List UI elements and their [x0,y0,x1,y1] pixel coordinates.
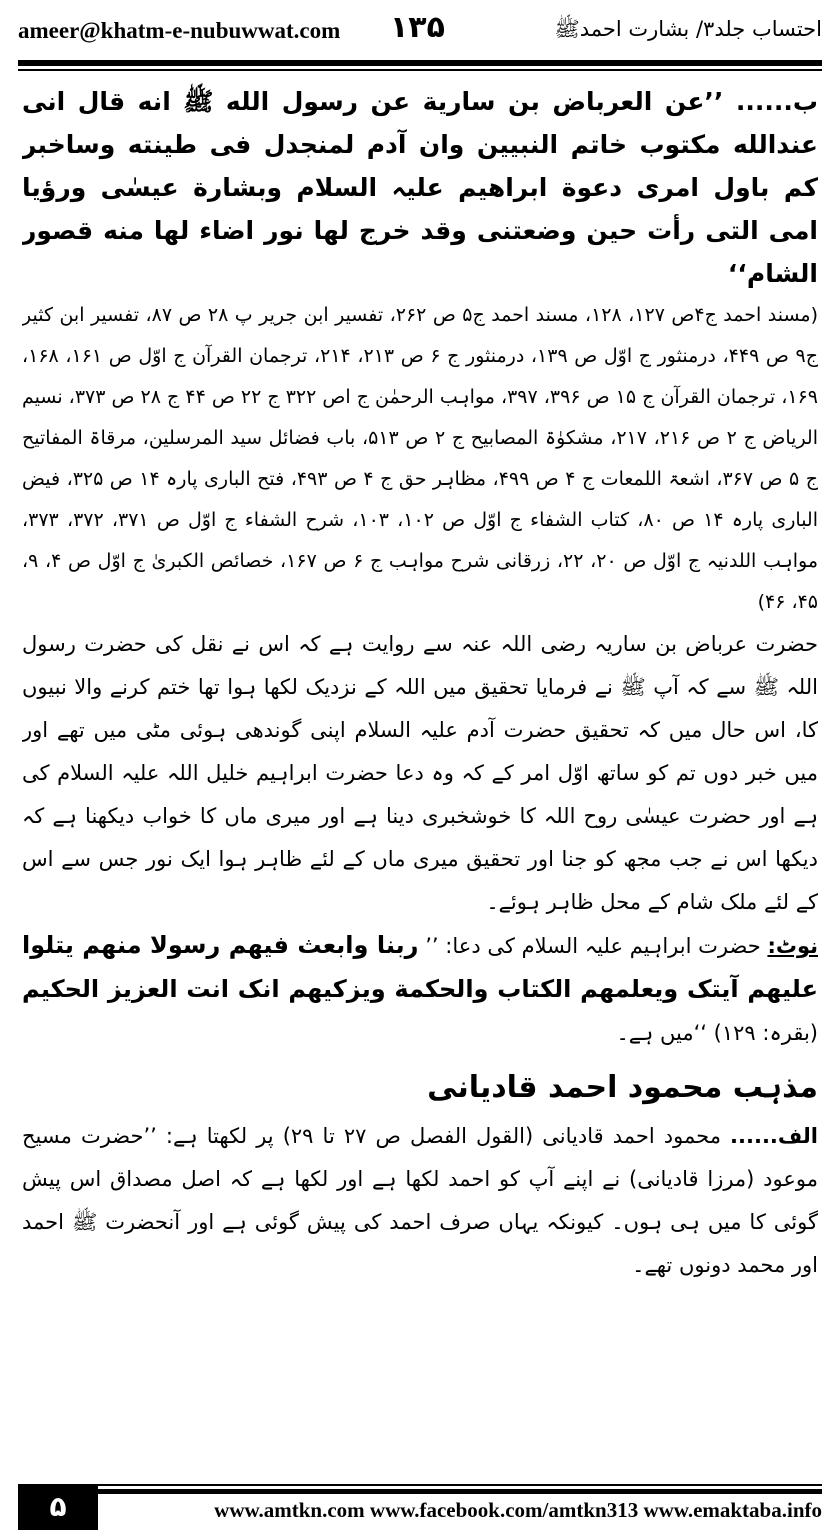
page-header [18,10,822,54]
footer-page-badge: ۵ [18,1484,98,1530]
footer-rule-thick [18,1489,822,1494]
note-tail: ‘‘میں ہے۔ [616,1021,707,1045]
note-citation: (بقرہ: ۱۲۹) [713,1021,818,1045]
note-paragraph [22,924,818,1055]
section-paragraph-text: محمود احمد قادیانی (القول الفصل ص ۲۷ تا ۲۹) پر لکھتا ہے: ’’حضرت مسیح موعود (مرزا قادیانی) نے اپنے آپ کو احمد لکھا ہے اور لکھا ہے کہ اصل مصداق اس پیش گوئی کا میں ہی ہوں۔ کیونکہ یہاں صرف احمد کی پیش گوئی ہے اور آنحضرت ﷺ احمد اور محمد دونوں تھے۔ [22,1124,818,1277]
section-paragraph [22,1115,818,1287]
note-label: نوٹ: [767,934,818,958]
footer-rule-thin [18,1484,822,1486]
header-page-number: ۱۳۵ [390,10,445,45]
urdu-translation-text: حضرت عرباض بن ساریہ رضی اللہ عنہ سے روایت ہے کہ اس نے نقل کی حضرت رسول اللہ ﷺ سے کہ آپ ﷺ نے فرمایا تحقیق میں اللہ کے نزدیک لکھا ہوا تھا ختم کرنے والا نبیوں کا، اس حال میں کہ تحقیق حضرت آدم علیہ السلام اپنی گوندھی ہوئی مٹی میں تھے اور میں خبر دوں تم کو ساتھ اوّل امر کے کہ وہ دعا حضرت ابراہیم خلیل اللہ علیہ السلام کی ہے اور حضرت عیسٰی روح اللہ کا خوشخبری دینا ہے اور میری ماں کا خواب دیکھنا ہے کہ دیکھا اس نے جب مجھ کو جنا اور تحقیق میری ماں کے لئے ظاہر ہوا ایک نور جس سے اس کے لئے ملک شام کے محل ظاہر ہوئے۔ [22,632,818,914]
hadith-references [22,295,818,623]
header-email: ameer@khatm-e-nubuwwat.com [18,18,341,43]
arabic-hadith-text: ب...... ’’عن العرباض بن سارية عن رسول الله ﷺ انه قال انى عندالله مكتوب خاتم النبيين وان آدم لمنجدل فى طينته وساخبر كم باول امرى دعوة ابراهيم علیہ السلام وبشارة عيسٰى ورؤيا امى التى رأت حين وضعتنى وقد خرج لها نور اضاء لها منه قصور الشام‘‘ [22,87,818,288]
note-arabic-verse: ربنا وابعث فيهم رسولا منهم يتلوا عليهم آيتک ويعلمهم الكتاب والحكمة ويزكيهم انک انت العزيز الحكيم [22,931,818,1003]
arabic-hadith [22,80,818,295]
page-body [22,80,818,1470]
header-rule-thick [18,60,822,66]
header-title: احتساب جلد۳/ بشارت احمدﷺ [554,17,822,41]
hadith-references-text: (مسند احمد ج۴ص ۱۲۷، ۱۲۸، مسند احمد ج۵ ص ۲۶۲، تفسیر ابن جریر پ ۲۸ ص ۸۷، تفسیر ابن کثیر ج۹ ص ۴۴۹، درمنثور ج اوّل ص ۱۳۹، درمنثور ج ۶ ص ۲۱۳، ۲۱۴، ترجمان القرآن ج اوّل ص ۱۶۱، ۱۶۸، ۱۶۹، ترجمان القرآن ج ۱۵ ص ۳۹۶، ۳۹۷، مواہب الرحمٰن ج اص ۳۲۲ ج ۲۲ ص ۴۴ ج ۲۸ ص ۳۷۳، نسیم الریاض ج ۲ ص ۲۱۶، ۲۱۷، مشکوٰۃ المصابیح ج ۲ ص ۵۱۳، باب فضائل سید المرسلین، مرقاۃ المفاتیح ج ۵ ص ۳۶۷، اشعۃ اللمعات ج ۴ ص ۴۹۹، مظاہر حق ج ۴ ص ۴۹۳، فتح الباری پارہ ۱۴ ص ۳۲۵، فیض الباری پارہ ۱۴ ص ۸۰، کتاب الشفاء ج اوّل ص ۱۰۲، ۱۰۳، شرح الشفاء ج اوّل ص ۳۷۱، ۳۷۲، ۳۷۳، مواہب اللدنیہ ج اوّل ص ۲۰، ۲۲، زرقانی شرح مواہب ج ۶ ص ۱۶۷، خصائص الکبریٰ ج اوّل ص ۴، ۹، ۴۵، ۴۶) [22,304,818,613]
footer-links: www.amtkn.com www.facebook.com/amtkn313 www.emaktaba.info [214,1498,822,1522]
note-intro: حضرت ابراہیم علیہ السلام کی دعا: ’’ [425,934,761,958]
header-rule-thin [18,69,822,71]
section-marker: الف...... [730,1124,818,1148]
urdu-translation [22,623,818,924]
section-heading: مذہب محمود احمد قادیانی [427,1070,818,1105]
